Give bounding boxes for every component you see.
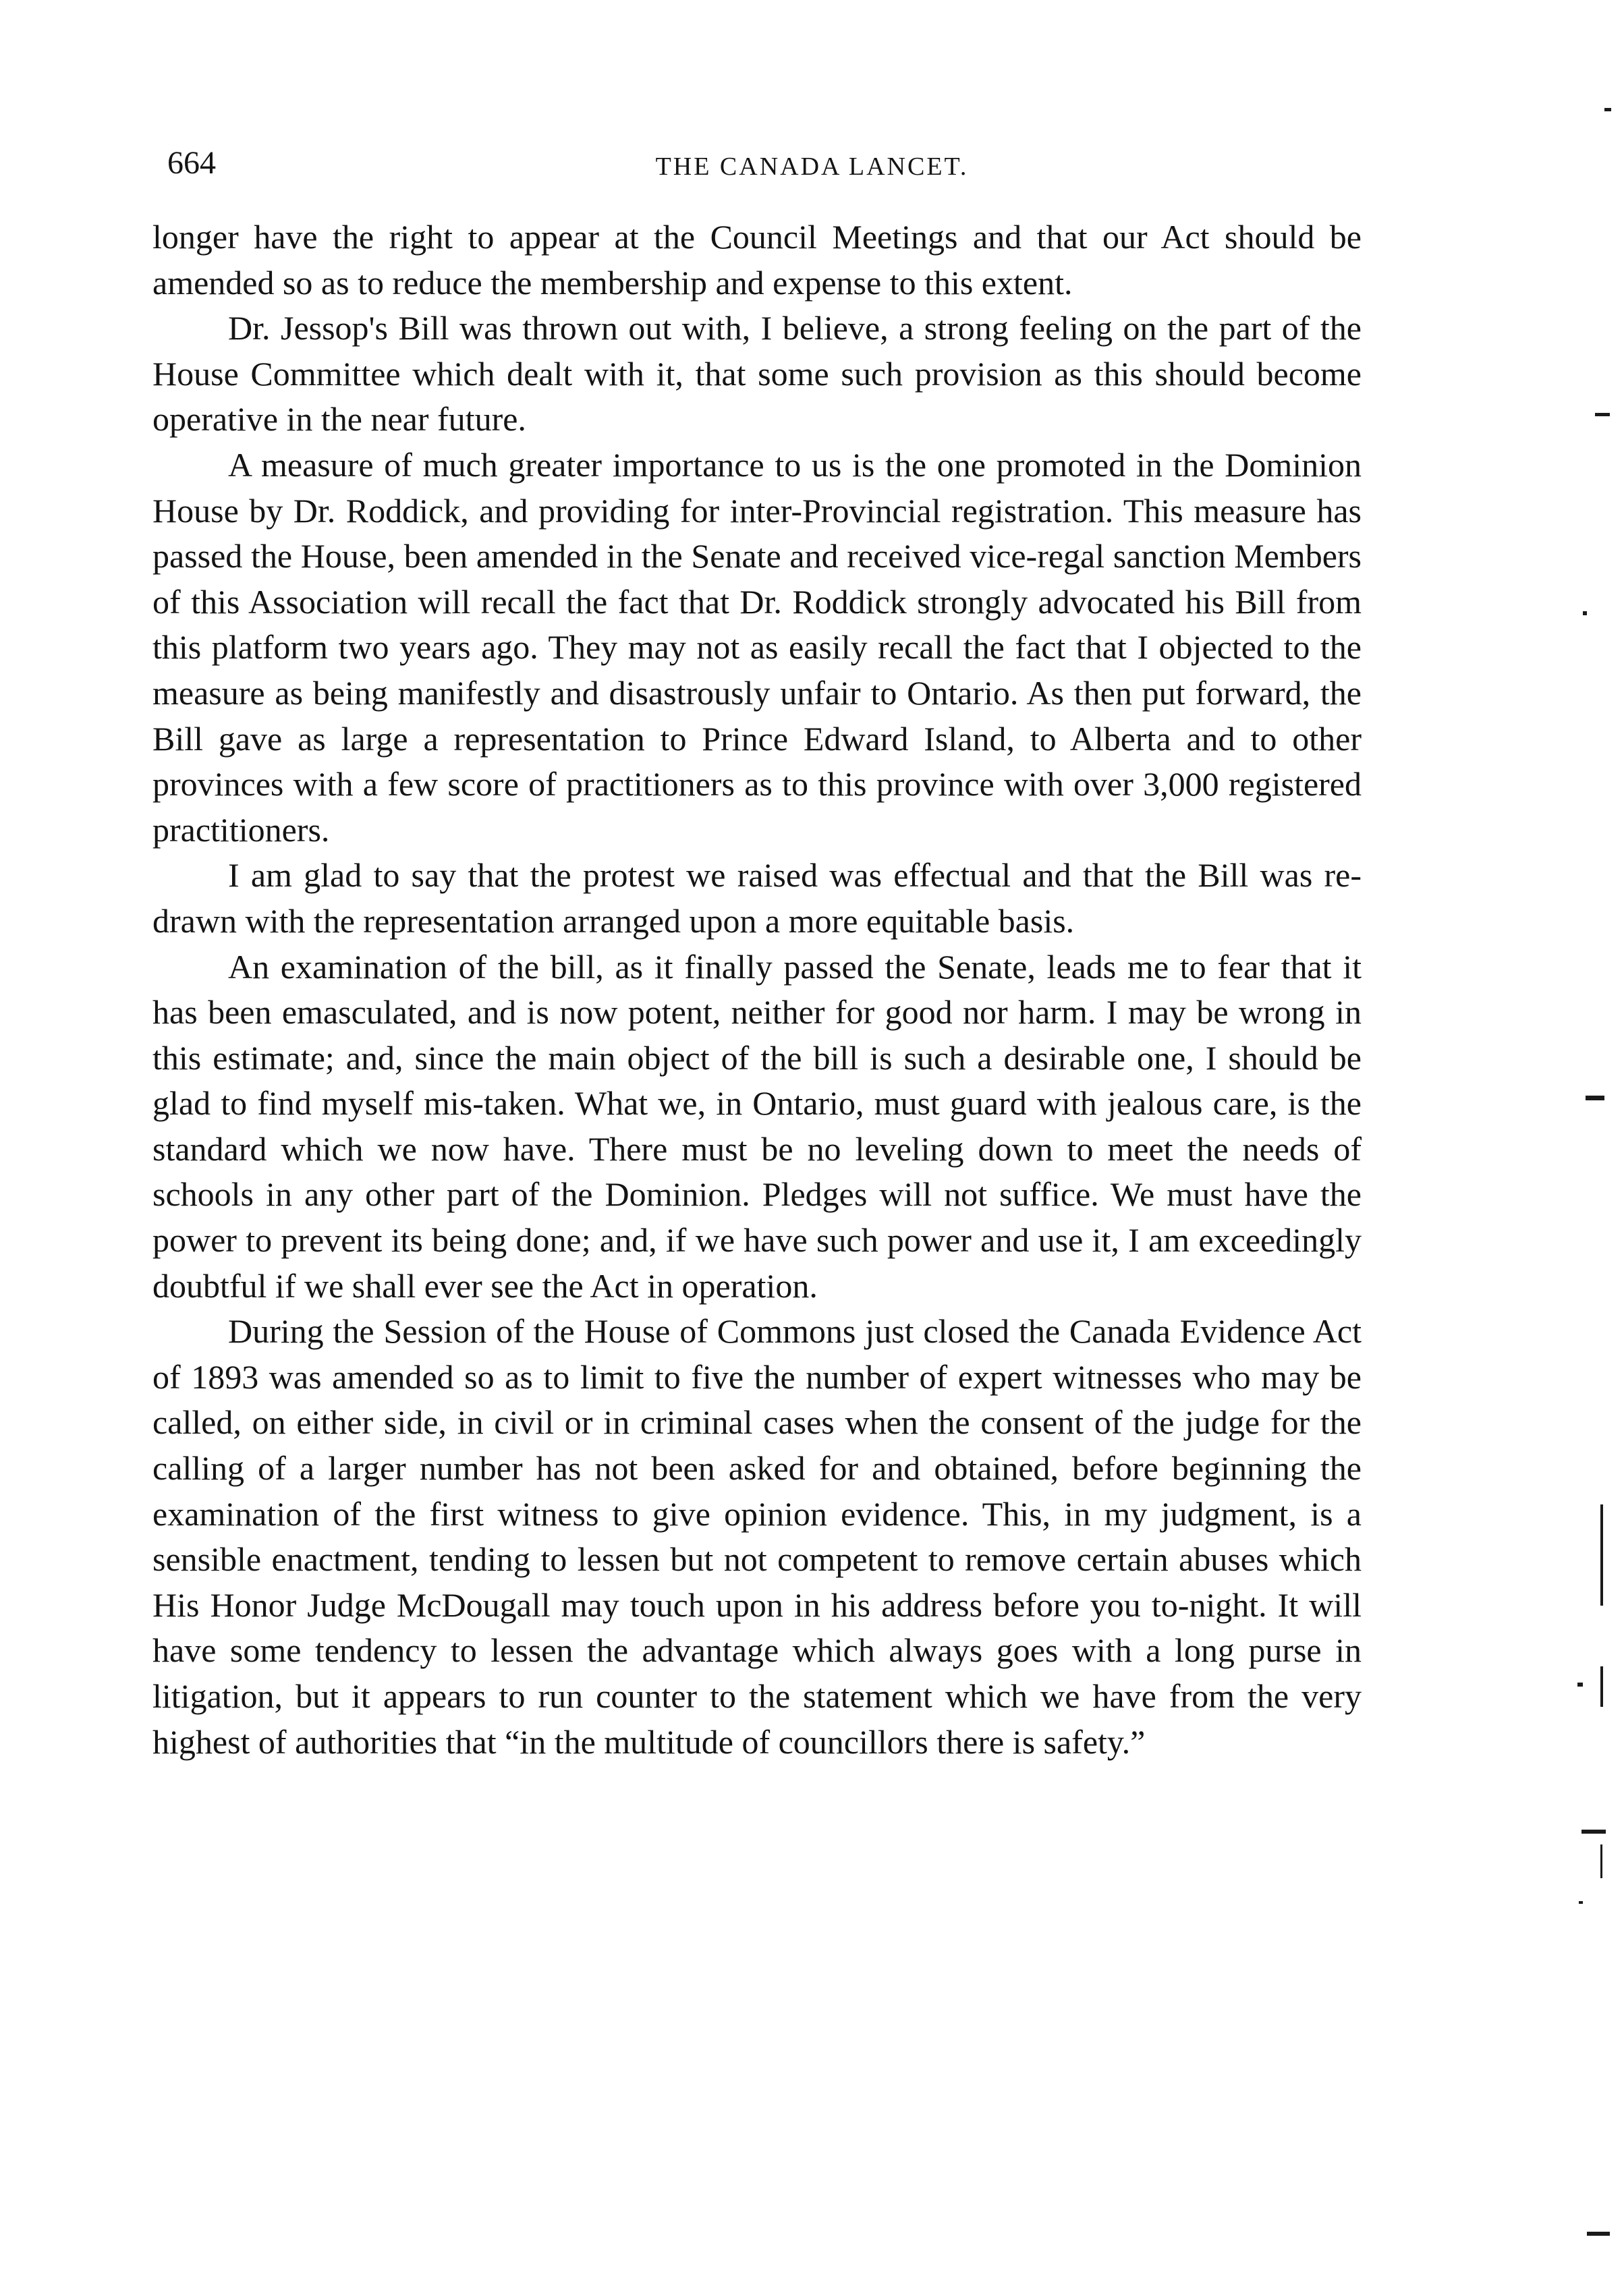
paragraph-examination: An examination of the bill, as it finally passed the Senate, leads me to fear that it has been emasculated, and is now potent, neither for good nor harm. I may be wrong in this estimate; and, since the main object of the bill is such a desirable one, I should be glad to find myself mis-taken. What we, in Ontario, must guard with jealous care, is the standard which we now have. There must be no leveling down to meet the needs of schools in any other part of the Dominion. Pledges will not suffice. We must have the power to prevent its being done; and, if we have such power and use it, I am exceedingly doubtful if we shall ever see the Act in operation. [152,947,1362,1305]
scan-mark [1577,1683,1583,1687]
scan-mark [1604,108,1611,111]
scan-mark [1587,2232,1610,2236]
paragraph-roddick-measure: A measure of much greater importance to us is the one promoted in the Dominion House by Dr. Roddick, and providing for inter-Provincial registration. This measure has passed the House, been amended in the Senate and received vice-regal sanction Members of this Association will recall the fact that Dr. Roddick strongly advocated his Bill from this platform two years ago. They may not as easily recall the fact that I objected to the measure as being manifestly and disastrously unfair to Ontario. As then put forward, the Bill gave as large a representation to Prince Edward Island, to Alberta and to other provinces with a few score of practitioners as to this province with over 3,000 registered practitioners. [152,445,1362,849]
scan-mark [1579,1901,1583,1904]
scan-mark [1600,1666,1603,1707]
paragraph-continuation: longer have the right to appear at the Council Meetings and that our Act should be amended so as to reduce the membership and expense to this extent. [152,218,1362,302]
paragraph-jessop-bill: Dr. Jessop's Bill was thrown out with, I believe, a strong feeling on the part of the House Committee which dealt with it, that some such provision as this should become operative in the near future. [152,309,1362,439]
scan-mark [1586,1096,1604,1100]
scan-mark [1600,1844,1602,1878]
page-number: 664 [167,145,216,181]
body-text [152,215,1362,1765]
scan-mark [1600,1504,1603,1606]
scan-mark [1595,413,1610,416]
paragraph-evidence-act: During the Session of the House of Commons just closed the Canada Evidence Act of 1893 was amended so as to limit to five the number of expert witnesses who may be called, on either side, in civil or in criminal cases when the consent of the judge for the calling of a larger number has not been asked for and obtained, before beginning the examination of the first witness to give opinion evidence. This, in my judgment, is a sensible enactment, tending to lessen but not competent to remove certain abuses which His Honor Judge McDougall may touch upon in his address before you to-night. It will have some tendency to lessen the advantage which always goes with a long purse in litigation, but it appears to run counter to the statement which we have from the very highest of authorities that “in the multitude of councillors there is safety.” [152,1312,1362,1761]
scan-mark [1583,611,1587,615]
paragraph-protest: I am glad to say that the protest we raised was effectual and that the Bill was re-drawn with the representation arranged upon a more equitable basis. [152,856,1362,940]
scan-mark [1581,1830,1606,1834]
running-head: THE CANADA LANCET. [655,152,969,181]
